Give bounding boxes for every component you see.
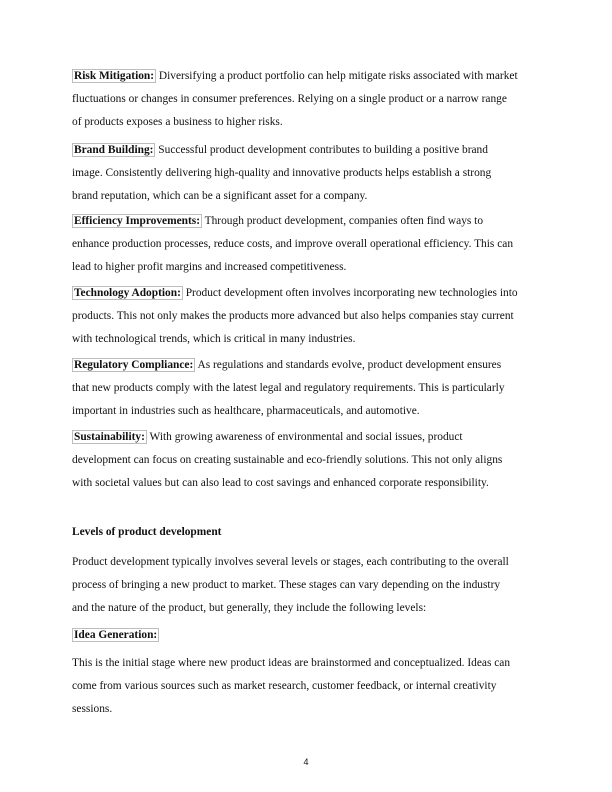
paragraph-risk-mitigation: Risk Mitigation: Diversifying a product portfolio can help mitigate risks associated with market fluctuations or changes in consumer preferences. Relying on a single product or a narrow range of products exposes a business to higher risks.	[72, 70, 518, 128]
paragraph-sustainability: Sustainability: With growing awareness of environmental and social issues, product development can focus on creating sustainable and eco-friendly solutions. This not only aligns with societal values but can also lead to cost savings and enhanced corporate responsibility.	[72, 431, 503, 489]
term: Efficiency Improvements:	[74, 215, 201, 227]
term: Technology Adoption:	[74, 287, 181, 299]
paragraph-idea-generation: This is the initial stage where new product ideas are brainstormed and conceptualized. Ideas can come from various sources such as market research, customer feedback, or internal creativity sessions.	[72, 657, 511, 715]
paragraph-intro: Product development typically involves several levels or stages, each contributing to the overall process of bringing a new product to market. These stages can vary depending on the industry and the nature of the product, but generally, they include the following levels:	[72, 556, 509, 614]
term: Regulatory Compliance:	[74, 359, 194, 371]
term: Brand Building:	[74, 144, 154, 156]
term: Sustainability:	[74, 431, 145, 443]
term: Idea Generation:	[74, 629, 158, 641]
paragraph-brand-building: Brand Building: Successful product development contributes to building a positive brand image. Consistently delivering high-quality and innovative products helps establish a strong brand reputation, which can be a significant asset for a company.	[72, 144, 492, 202]
subheading-idea-generation	[72, 624, 542, 647]
term: Risk Mitigation:	[74, 70, 155, 82]
paragraph-technology-adoption: Technology Adoption: Product development often involves incorporating new technologies into products. This not only makes the products more advanced but also helps companies stay current with technological trends, which is critical in many industries.	[72, 287, 518, 345]
paragraph-efficiency-improvements: Efficiency Improvements: Through product development, companies often find ways to enhance production processes, reduce costs, and improve overall operational efficiency. This can lead to higher profit margins and increased competitiveness.	[72, 215, 514, 273]
section-heading: Levels of product development	[72, 526, 222, 538]
page-number: 4	[303, 757, 309, 767]
paragraph-regulatory-compliance: Regulatory Compliance: As regulations and standards evolve, product development ensures that new products comply with the latest legal and regulatory requirements. This is particularly important in industries such as healthcare, pharmaceuticals, and automotive.	[72, 359, 505, 417]
